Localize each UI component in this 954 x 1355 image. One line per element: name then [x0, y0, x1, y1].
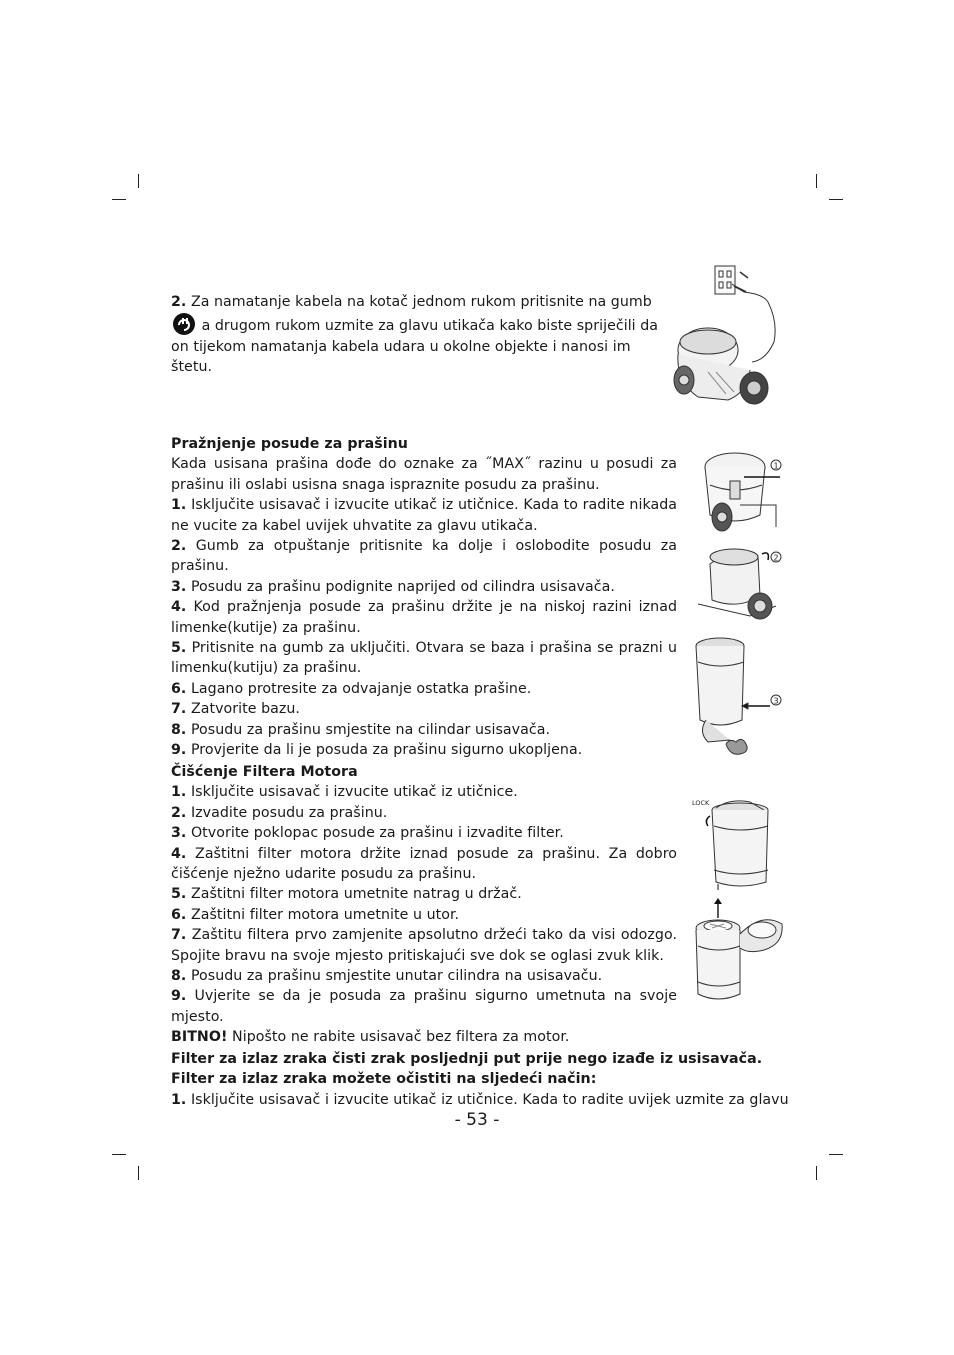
dust-step: 6. Lagano protresite za odvajanje ostatka prašine.: [171, 680, 532, 697]
crop-mark: [138, 174, 139, 188]
crop-mark: [816, 174, 817, 188]
dust-step: 7. Zatvorite bazu.: [171, 701, 300, 718]
dust-step: 5. Pritisnite na gumb za uključiti. Otvara se baza i prašina se prazni u limenku(kutiju) za prašinu.: [171, 640, 678, 677]
page-number: - 53 -: [454, 1110, 500, 1130]
exhaust-step: 1. Isključite usisavač i izvucite utikač iz utičnice. Kada to radite uvijek uzmite za glavu: [171, 1091, 789, 1108]
crop-mark: [829, 1154, 843, 1155]
filter-step: 1. Isključite usisavač i izvucite utikač iz utičnice.: [171, 784, 518, 801]
dust-step: 8. Posudu za prašinu smjestite na cilindar usisavača.: [171, 721, 551, 738]
crop-mark: [112, 1154, 126, 1155]
exhaust-heading: Filter za izlaz zraka čisti zrak posljednji put prije nego izađe iz usisavača. Filter za izlaz zraka možete očistiti na sljedeći način:: [171, 1051, 763, 1088]
filter-step: 4. Zaštitni filter motora držite iznad posude za prašinu. Za dobro čišćenje nježno udarite posudu za prašinu.: [171, 845, 678, 883]
callout-3: 3: [773, 696, 779, 706]
filter-step: 7. Zaštitu filtera prvo zamjenite apsolutno držeći tako da visi odozgo. Spojite bravu na svoje mjesto pritiskajući sve dok se oglasi zvuk klik.: [171, 927, 677, 964]
crop-mark: [829, 199, 843, 200]
dust-step: 2. Gumb za otpuštanje pritisnite ka dolje i oslobodite posudu za prašinu.: [171, 538, 677, 575]
dust-intro: Kada usisana prašina dođe do oznake za ˝MAX˝ razinu u posudi za prašinu ili oslabi usisna snaga ispraznite posudu za prašinu.: [171, 456, 677, 493]
vacuum-plug-illustration: [668, 262, 783, 410]
warning-text: Nipošto ne rabite usisavač bez filtera za motor.: [232, 1029, 570, 1046]
dust-release-illustration: [690, 445, 790, 537]
filter-step: 9. Uvjerite se da je posuda za prašinu sigurno umetnuta na svoje mjesto.: [171, 988, 678, 1025]
crop-mark: [112, 199, 126, 200]
dust-empty-illustration: [690, 632, 790, 762]
filter-step: 2. Izvadite posudu za prašinu.: [171, 804, 388, 821]
filter-step: 5. Zaštitni filter motora umetnite natrag u držač.: [171, 886, 522, 903]
filter-step: 3. Otvorite poklopac posude za prašinu i izvadite filter.: [171, 825, 564, 842]
filter-lock-illustration: [690, 796, 780, 890]
dust-lift-illustration: [690, 544, 790, 624]
cable-line-1: Za namatanje kabela na kotač jednom rukom pritisnite na gumb: [190, 294, 652, 310]
dust-heading: Pražnjenje posude za prašinu: [171, 436, 408, 452]
crop-mark: [138, 1166, 139, 1180]
dust-step: 4. Kod pražnjenja posude za prašinu držite je na niskoj razini iznad limenke(kutije) za prašinu.: [171, 599, 678, 636]
dust-step: 9. Provjerite da li je posuda za prašinu sigurno ukopljena.: [171, 742, 583, 759]
step-number: 2.: [171, 294, 187, 310]
lock-label: LOCK: [692, 799, 710, 807]
cable-rewind-paragraph: [171, 292, 671, 378]
dust-step: 3. Posudu za prašinu podignite naprijed od cilindra usisavača.: [171, 578, 615, 595]
warning-line: [171, 1027, 677, 1047]
filter-open-illustration: [692, 908, 787, 1004]
filter-step: 8. Posudu za prašinu smjestite unutar cilindra na usisavaču.: [171, 968, 603, 985]
filter-heading: Čišćenje Filtera Motora: [171, 764, 358, 780]
cable-line-2: a drugom rukom uzmite za glavu utikača kako biste spriječili da: [201, 318, 659, 335]
crop-mark: [816, 1166, 817, 1180]
exhaust-section: [171, 1049, 791, 1110]
warning-label: BITNO!: [171, 1029, 228, 1046]
filter-step: 6. Zaštitni filter motora umetnite u utor.: [171, 906, 460, 923]
dust-section: [171, 434, 677, 761]
callout-1: 1: [773, 461, 779, 471]
cable-line-3: on tijekom namatanja kabela udara u okolne objekte i nanosi im štetu.: [171, 338, 631, 376]
callout-2: 2: [773, 553, 779, 563]
dust-step: 1. Isključite usisavač i izvucite utikač iz utičnice. Kada to radite nikada ne vucite za kabel uvijek uhvatite za glavu utikača.: [171, 497, 678, 534]
cord-rewind-button-icon: [171, 312, 197, 336]
filter-section: [171, 762, 677, 1048]
